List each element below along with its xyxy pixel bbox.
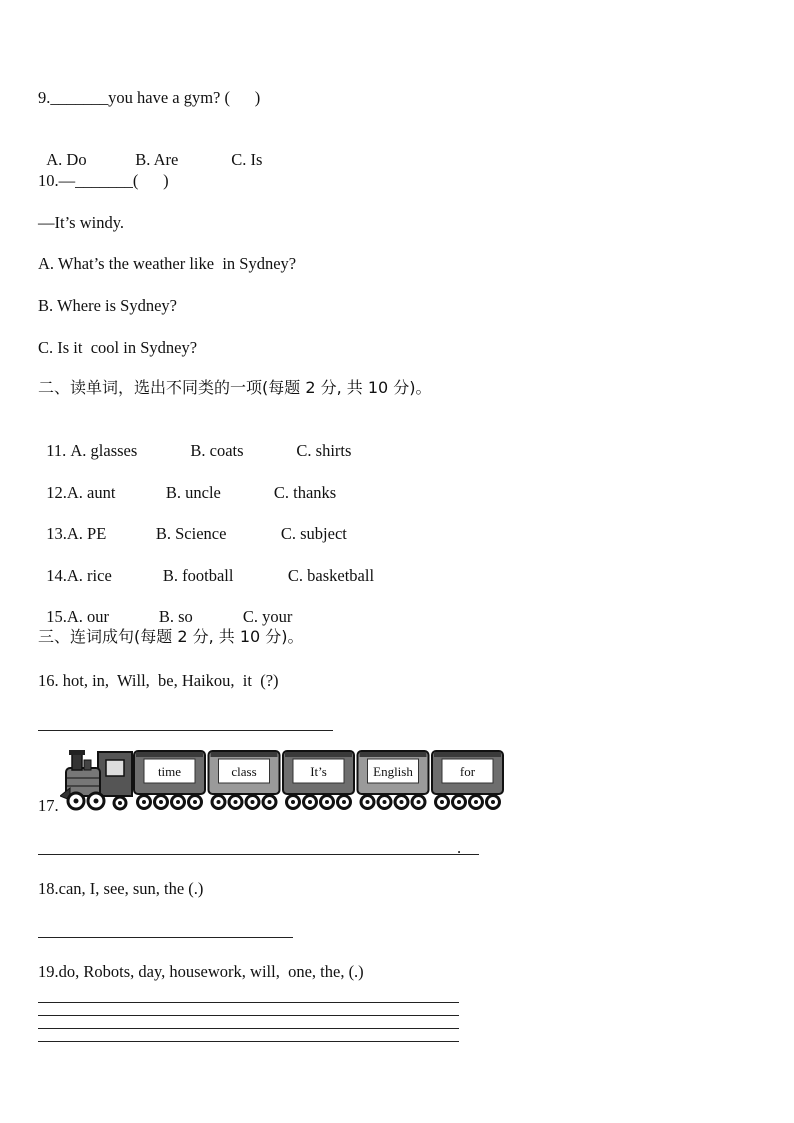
option-c: C. shirts [296,441,352,460]
question-10-reply: —It’s windy. [38,213,125,232]
question-15 [38,587,292,627]
question-12 [38,463,336,503]
word-card-text: for [459,764,476,779]
question-number: 13. [46,524,67,543]
question-number: 11. [46,441,71,460]
question-17-end-mark: . [457,838,462,857]
section-3-heading: 三、连词成句(每题 2 分, 共 10 分)。 [38,627,304,646]
question-18-stem: 18.can, I, see, sun, the (.) [38,879,204,898]
option-a: A. our [66,607,110,626]
train-car [209,751,280,809]
train-car [134,751,205,809]
answer-line-19-3[interactable] [38,1028,459,1029]
question-9-options [38,130,262,170]
option-a: A. PE [66,524,107,543]
option-b: B. coats [190,441,244,460]
question-13 [38,504,347,544]
question-10-option-c: C. Is it cool in Sydney? [38,338,198,357]
word-card-text: It’s [310,764,327,779]
train-cars [134,751,503,809]
question-14 [38,546,374,586]
option-c: C. basketball [287,566,375,585]
question-number: 12. [46,483,67,502]
option-a: A. Do [46,150,87,169]
option-b: B. football [162,566,234,585]
question-17-number: 17. [38,796,59,815]
option-c: C. subject [280,524,347,543]
locomotive-icon [60,750,132,809]
answer-line-19-2[interactable] [38,1015,459,1016]
question-number: 15. [46,607,67,626]
word-card-text: time [157,764,182,779]
option-a: A. glasses [70,441,138,460]
answer-line-19-4[interactable] [38,1041,459,1042]
word-card-text: class [231,764,257,779]
question-10-option-b: B. Where is Sydney? [38,296,178,315]
train-car [283,751,354,809]
option-a: A. aunt [66,483,116,502]
question-10-stem: 10.—_______( ) [38,171,169,190]
option-b: B. uncle [165,483,221,502]
question-10-option-a: A. What’s the weather like in Sydney? [38,254,297,273]
option-b: B. Are [135,150,179,169]
section-2-heading: 二、读单词，选出不同类的一项(每题 2 分, 共 10 分)。 [38,378,432,397]
option-c: C. thanks [273,483,337,502]
word-train-image [60,748,505,812]
option-b: B. so [158,607,193,626]
train-car [358,751,429,809]
answer-line-18[interactable] [38,937,293,938]
option-a: A. rice [66,566,112,585]
option-c: C. your [242,607,293,626]
answer-line-16[interactable] [38,730,333,731]
question-19-stem: 19.do, Robots, day, housework, will, one, the, (.) [38,962,364,981]
word-card-text: English [373,764,413,779]
option-b: B. Science [155,524,227,543]
option-c: C. Is [231,150,263,169]
answer-line-19-1[interactable] [38,1002,459,1003]
train-car [432,751,503,809]
question-9-stem: 9._______you have a gym? ( ) [38,88,261,107]
question-16-stem: 16. hot, in, Will, be, Haikou, it (?) [38,671,279,690]
question-number: 14. [46,566,67,585]
question-11 [38,421,351,461]
answer-line-17[interactable] [38,854,479,855]
